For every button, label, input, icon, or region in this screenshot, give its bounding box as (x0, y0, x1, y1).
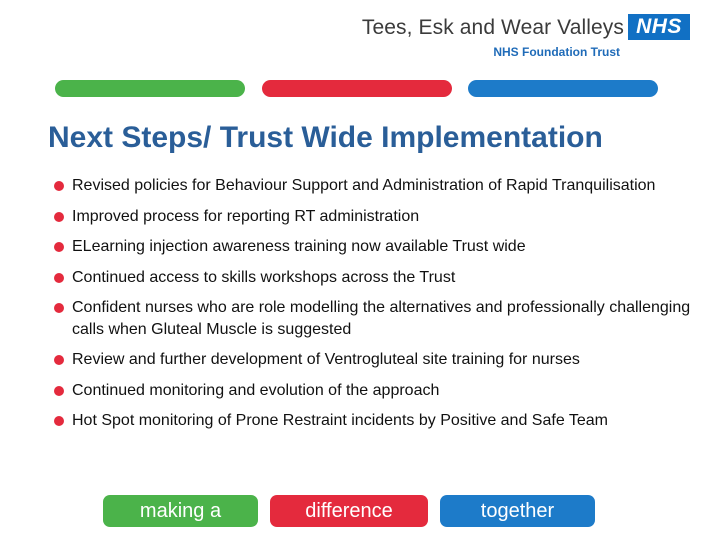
bullet-item (52, 410, 692, 432)
bullet-item (52, 349, 692, 371)
footer-pill-making-a: making a (103, 495, 258, 527)
nhs-logo: NHS (628, 14, 690, 40)
bullet-dot-icon (54, 416, 64, 426)
bullet-dot-icon (54, 355, 64, 365)
footer-pill-difference: difference (270, 495, 428, 527)
bullet-item (52, 175, 692, 197)
org-subtitle: NHS Foundation Trust (493, 45, 620, 59)
bullet-list (52, 175, 692, 441)
bullet-dot-icon (54, 212, 64, 222)
bullet-item (52, 297, 692, 340)
bullet-text: Hot Spot monitoring of Prone Restraint incidents by Positive and Safe Team (72, 412, 608, 429)
org-name: Tees, Esk and Wear Valleys (361, 16, 624, 39)
bullet-dot-icon (54, 242, 64, 252)
header-bar-red (262, 80, 452, 97)
bullet-text: Continued access to skills workshops across the Trust (72, 268, 456, 286)
bullet-text: Continued monitoring and evolution of the approach (72, 381, 440, 399)
bullet-dot-icon (54, 303, 64, 313)
bullet-text: Revised policies for Behaviour Support and Administration of Rapid Tranquilisation (72, 177, 656, 194)
bullet-item (52, 206, 692, 228)
bullet-text: Improved process for reporting RT administration (72, 207, 420, 225)
bullet-item (52, 236, 692, 258)
footer-pill-together: together (440, 495, 595, 527)
bullet-dot-icon (54, 181, 64, 191)
slide-title: Next Steps/ Trust Wide Implementation (48, 121, 603, 154)
bullet-dot-icon (54, 386, 64, 396)
bullet-dot-icon (54, 273, 64, 283)
bullet-text: ELearning injection awareness training now available Trust wide (72, 238, 526, 255)
bullet-item (52, 380, 692, 402)
bullet-text: Review and further development of Ventrogluteal site training for nurses (72, 351, 580, 368)
bullet-item (52, 267, 692, 289)
header-bar-green (55, 80, 245, 97)
bullet-text: Confident nurses who are role modelling the alternatives and professionally challenging calls when Gluteal Muscle is suggested (72, 299, 691, 338)
header-bar-blue (468, 80, 658, 97)
